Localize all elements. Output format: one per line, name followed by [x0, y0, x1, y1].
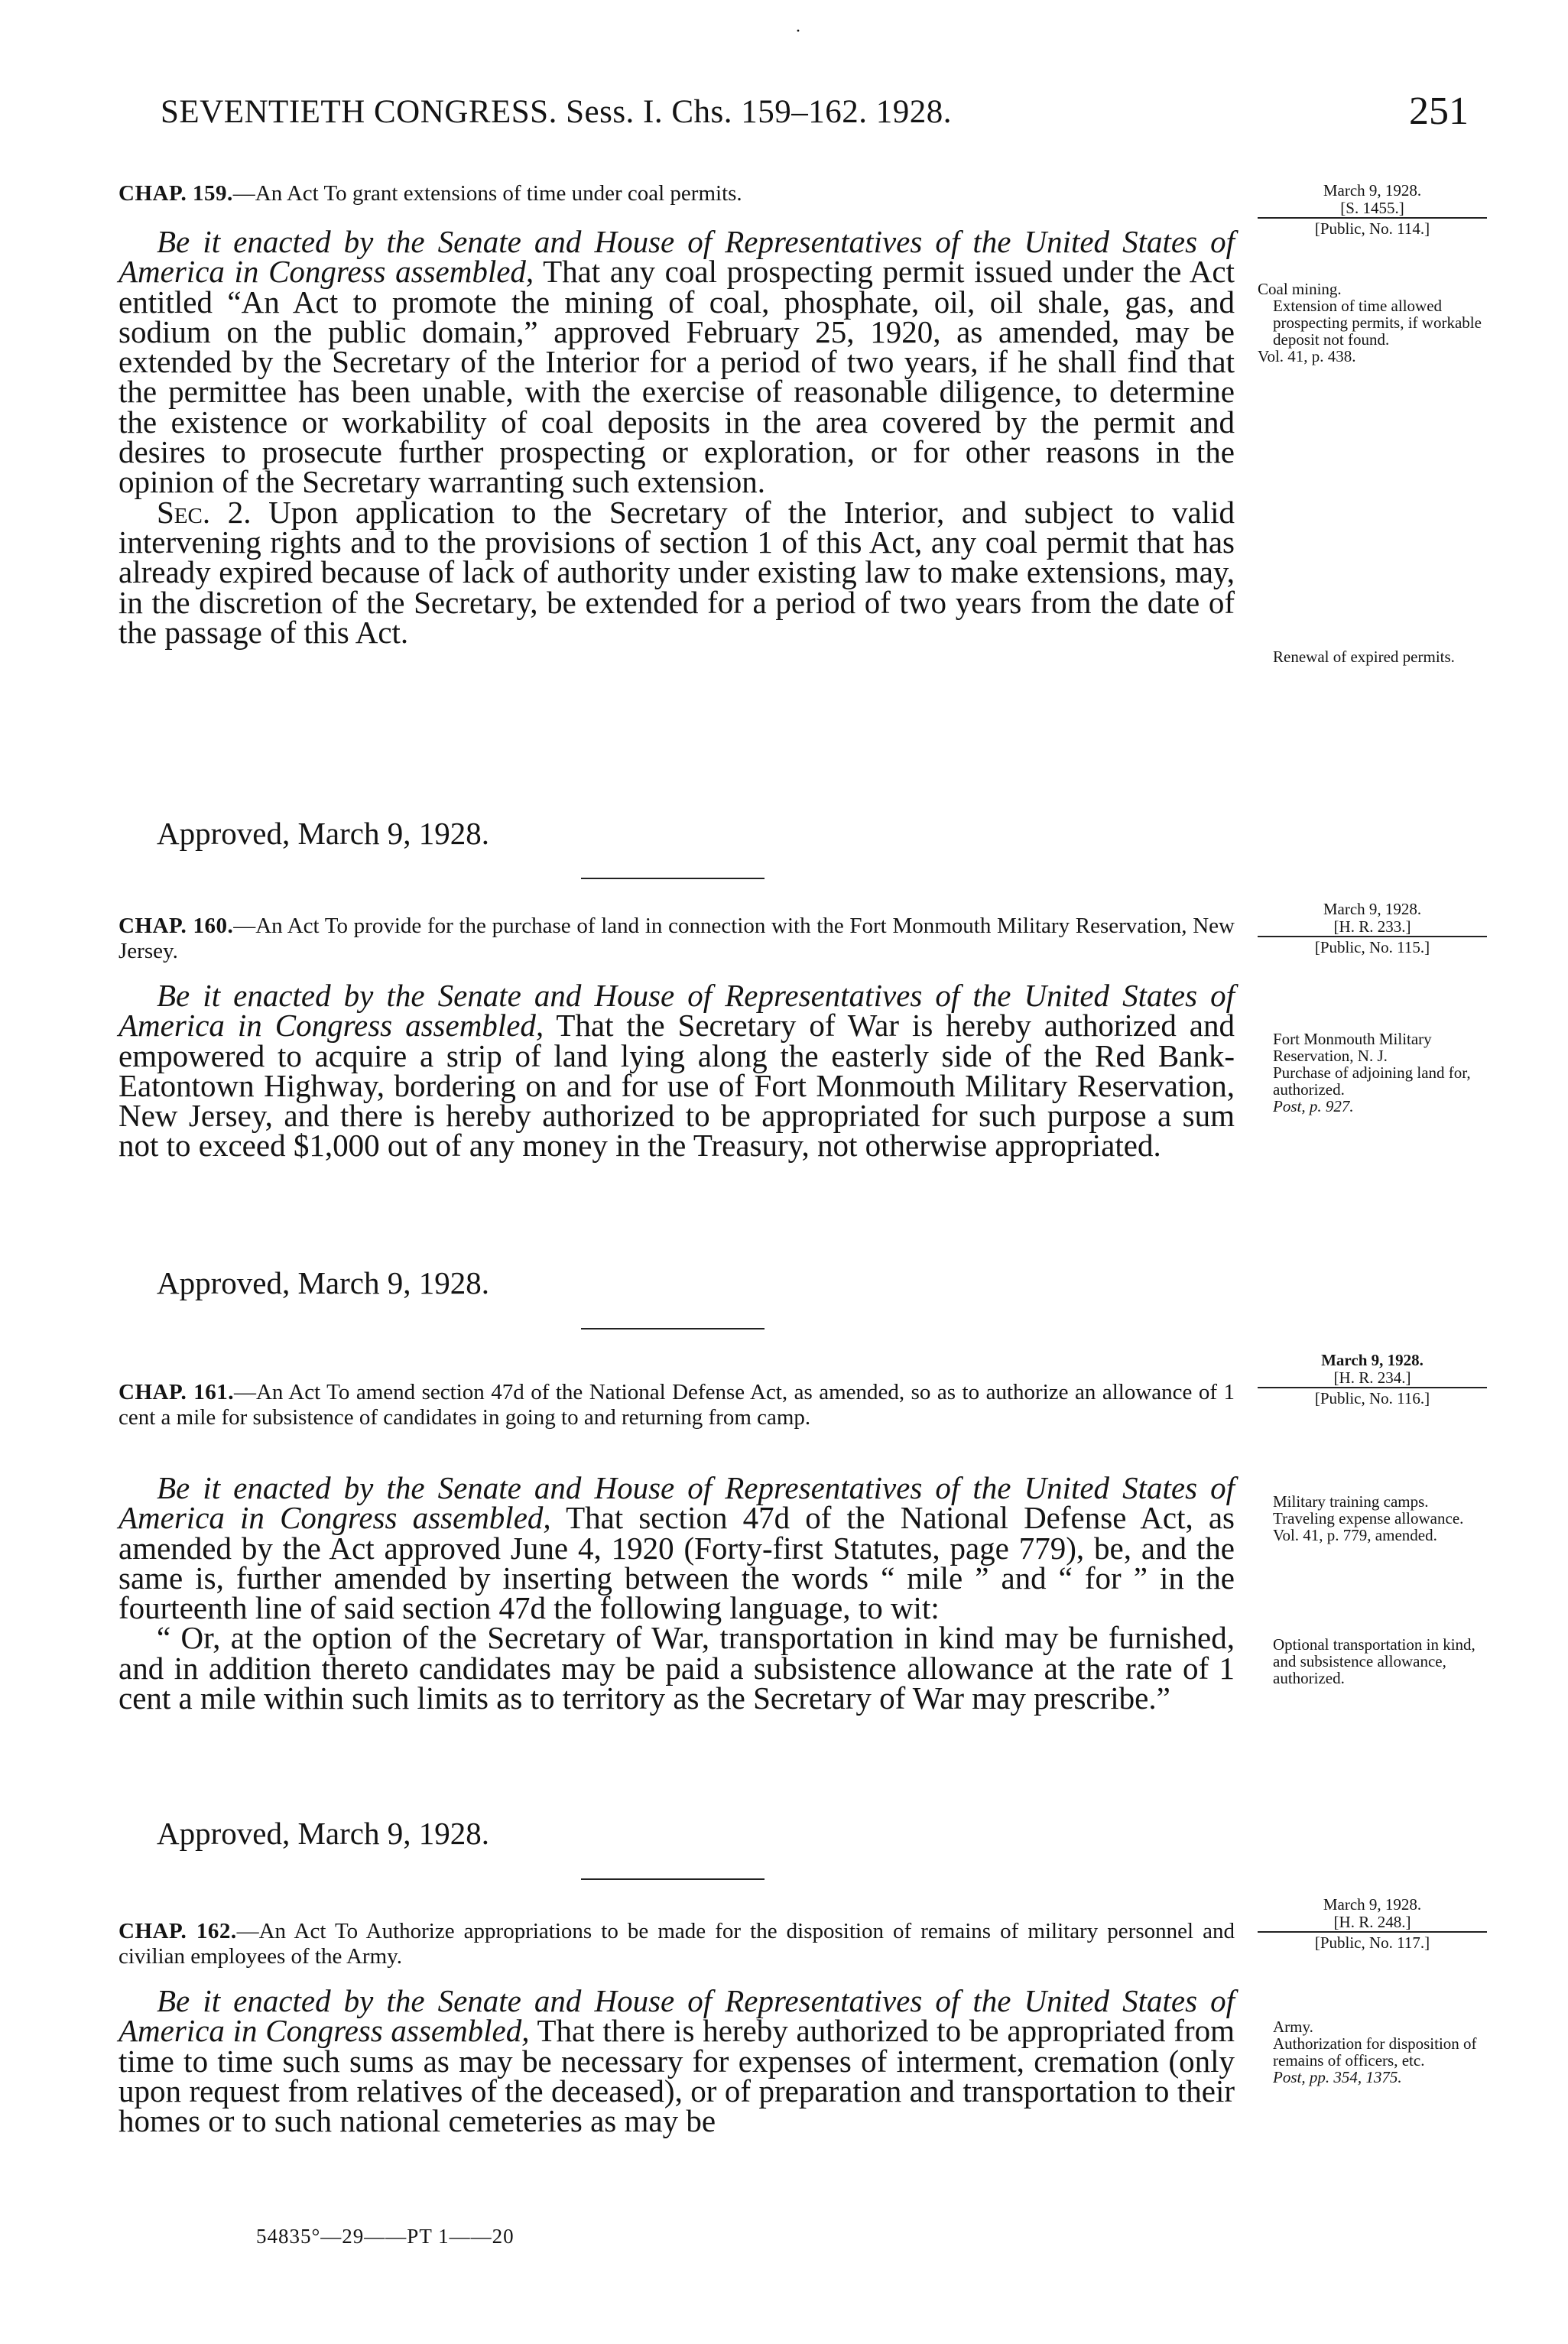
chap-159-note-1-ref: Vol. 41, p. 438. [1258, 347, 1356, 365]
chap-161-text-1: That section 47d of the National Defense Act, as amended by the Act approved June 4, 1920 (Forty-first Statutes, page 779), be, and the same is, further amended by inserting between the words “ mile ” and “ for ” in the fourteenth line of said section 47d the following language, to wit: [118, 1500, 1235, 1626]
chap-159-sidebar [1258, 182, 1487, 238]
chap-160-text-1: That the Secretary of War is hereby authorized and empowered to acquire a strip of land lying along the easterly side of the Red Bank-Eatontown Highway, bordering on and for use of Fort Monmouth Military Reservation, New Jersey, and there is hereby authorized to be appropriated for such purpose a sum not to exceed $1,000 out of any money in the Treasury, not otherwise appropriated. [118, 1008, 1235, 1164]
chap-161-note-1-body: Traveling expense allowance. [1273, 1509, 1464, 1527]
chap-160-note-1-ref: Post, p. 927. [1273, 1097, 1354, 1115]
chap-161-note-2-text: Optional transportation in kind, and subsistence allowance, authorized. [1273, 1635, 1475, 1687]
chap-160-bill: [H. R. 233.] [1333, 917, 1411, 936]
chap-159-note-2 [1258, 648, 1487, 665]
top-dot: · [795, 21, 801, 41]
chap-162-note-1-head: Army. [1273, 2018, 1313, 2036]
running-title: SEVENTIETH CONGRESS. Sess. I. Chs. 159–162. 1928. [161, 94, 953, 130]
running-head [161, 89, 1469, 139]
chap-160-title: —An Act To provide for the purchase of land in connection with the Fort Monmouth Military Reservation, New Jersey. [118, 914, 1235, 963]
chap-159-enacting: Be it enacted by the Senate and House of Representatives of the United States of America in Congress assembled, [118, 224, 1235, 290]
chap-161-note-1 [1258, 1493, 1487, 1544]
chap-160-note-1-head: Fort Monmouth Military Reservation, N. J. [1273, 1030, 1432, 1065]
chap-160-date: March 9, 1928. [1323, 900, 1422, 918]
chap-162-bill: [H. R. 248.] [1333, 1913, 1411, 1931]
chap-161-public: [Public, No. 116.] [1258, 1387, 1487, 1407]
chap-160-body [118, 978, 1235, 1164]
chap-159-title: —An Act To grant extensions of time under coal permits. [232, 181, 742, 206]
chap-162-enacting: Be it enacted by the Senate and House of Representatives of the United States of America in Congress assembled, [118, 1983, 1235, 2049]
chap-161-date: March 9, 1928. [1321, 1351, 1424, 1369]
chap-162-public: [Public, No. 117.] [1258, 1931, 1487, 1952]
chap-160-public: [Public, No. 115.] [1258, 936, 1487, 956]
chap-161-sidebar [1258, 1352, 1487, 1407]
chap-159-body [118, 224, 1235, 650]
chap-161-title: —An Act To amend section 47d of the National Defense Act, as amended, so as to authorize an allowance of 1 cent a mile for subsistence of candidates in going to and returning from camp. [118, 1380, 1235, 1430]
chap-160-heading [118, 914, 1235, 964]
section-rule [581, 1328, 765, 1329]
chap-162-date: March 9, 1928. [1323, 1895, 1422, 1914]
chap-162-title: —An Act To Authorize appropriations to be made for the disposition of remains of military personnel and civilian employees of the Army. [118, 1919, 1235, 1969]
chap-162-sidebar [1258, 1896, 1487, 1952]
chap-159-label: CHAP. 159. [118, 181, 233, 206]
chap-161-bill: [H. R. 234.] [1333, 1368, 1411, 1387]
chap-159-bill: [S. 1455.] [1340, 199, 1404, 217]
chap-159-heading [118, 181, 1235, 206]
chap-161-note-1-head: Military training camps. [1273, 1492, 1429, 1511]
chap-161-note-1-ref: Vol. 41, p. 779, amended. [1273, 1526, 1437, 1544]
chap-159-date: March 9, 1928. [1323, 181, 1422, 200]
chap-160-approved: Approved, March 9, 1928. [157, 1265, 489, 1300]
chap-162-text-1: That there is hereby authorized to be appropriated from time to time such sums as may be necessary for expenses of interment, cremation (only upon request from relatives of the deceased), or of preparation and transportation to their homes or to such national cemeteries as may be [118, 2013, 1235, 2139]
chap-162-body [118, 1983, 1235, 2139]
chap-161-approved: Approved, March 9, 1928. [157, 1816, 489, 1851]
chap-159-note-1-body: Extension of time allowed prospecting permits, if workable deposit not found. [1273, 297, 1482, 349]
chap-159-public: [Public, No. 114.] [1258, 217, 1487, 238]
chap-160-sidebar [1258, 901, 1487, 956]
chap-161-heading [118, 1380, 1235, 1430]
chap-161-label: CHAP. 161. [118, 1380, 234, 1404]
chap-159-text-2: Upon application to the Secretary of the Interior, and subject to valid intervening rights and to the provisions of section 1 of this Act, any coal permit that has already expired because of lack of authority under existing law to make extensions, may, in the discretion of the Secretary, be extended for a period of two years from the date of the passage of this Act. [118, 494, 1235, 650]
chap-162-note-1 [1258, 2018, 1487, 2086]
chap-159-note-1 [1258, 281, 1487, 365]
chap-162-heading [118, 1919, 1235, 1969]
signature-line: 54835°—29——PT 1——20 [256, 2225, 515, 2248]
chap-160-label: CHAP. 160. [118, 914, 234, 938]
chap-160-note-1-body: Purchase of adjoining land for, authorized. [1273, 1063, 1471, 1099]
chap-161-text-2: “ Or, at the option of the Secretary of War, transportation in kind may be furnished, and in addition thereto candidates may be paid a subsistence allowance at the rate of 1 cent a mile within such limits as to territory as the Secretary of War may prescribe.” [118, 1620, 1235, 1716]
page-number: 251 [1409, 89, 1469, 133]
chap-161-enacting: Be it enacted by the Senate and House of Representatives of the United States of America in Congress assembled, [118, 1470, 1235, 1536]
chap-162-label: CHAP. 162. [118, 1919, 237, 1943]
chap-159-sec-label: Sec. 2. [157, 494, 252, 530]
chap-162-note-1-body: Authorization for disposition of remains of officers, etc. [1273, 2034, 1477, 2070]
chap-159-note-1-head: Coal mining. [1258, 280, 1342, 298]
chap-160-enacting: Be it enacted by the Senate and House of Representatives of the United States of America in Congress assembled, [118, 978, 1235, 1044]
chap-161-note-2 [1258, 1636, 1487, 1687]
chap-159-text-1: That any coal prospecting permit issued under the Act entitled “An Act to promote the mining of coal, phosphate, oil, oil shale, gas, and sodium on the public domain,” approved February 25, 1920, as amended, may be extended by the Secretary of the Interior for a period of two years, if he shall find that the permittee has been unable, with the exercise of reasonable diligence, to determine the existence or workability of coal deposits in the area covered by the permit and desires to prosecute further prospecting or exploration, or for other reasons in the opinion of the Secretary warranting such extension. [118, 254, 1235, 500]
chap-159-note-2-text: Renewal of expired permits. [1273, 648, 1455, 666]
chap-159-approved: Approved, March 9, 1928. [157, 816, 489, 851]
chap-162-note-1-ref: Post, pp. 354, 1375. [1273, 2068, 1402, 2086]
section-rule [581, 878, 765, 879]
chap-161-body [118, 1470, 1235, 1716]
section-rule [581, 1878, 765, 1880]
chap-160-note-1 [1258, 1031, 1487, 1115]
